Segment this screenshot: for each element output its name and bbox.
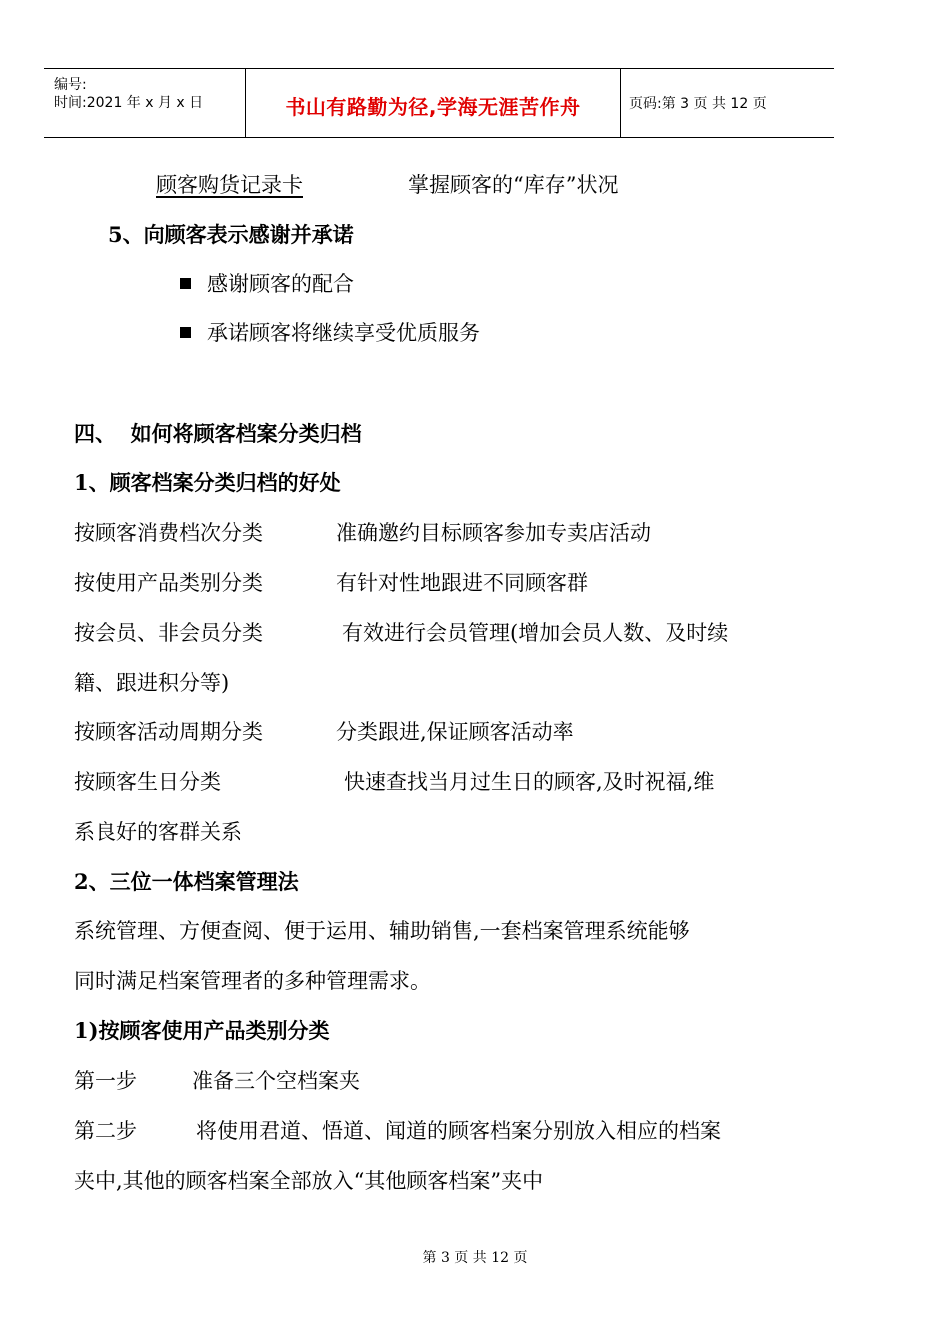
step-2-text: 将使用君道、悟道、闻道的顾客档案分别放入相应的档案 (196, 1119, 721, 1143)
category-row-4-right: 分类跟进,保证顾客活动率 (336, 720, 574, 744)
category-row-5-right: 快速查找当月过生日的顾客,及时祝福,维 (344, 770, 715, 794)
section-4-heading: 四、 如何将顾客档案分类归档 (74, 421, 362, 446)
page-footer: 第 3 页 共 12 页 (422, 1250, 528, 1266)
header-right-cell (621, 69, 834, 137)
bullet-item-1 (180, 269, 354, 299)
paragraph-1-continued: 同时满足档案管理者的多种管理需求。 (74, 969, 431, 993)
card-row-right: 掌握顾客的“库存”状况 (408, 173, 619, 197)
subheading-1: 1、顾客档案分类归档的好处 (74, 470, 341, 495)
step-2 (74, 1116, 721, 1146)
step-2-label: 第二步 (74, 1119, 137, 1143)
category-row-3-continued: 籍、跟进积分等) (74, 671, 230, 695)
category-row-5 (74, 767, 715, 797)
header-motto: 书山有路勤为径,学海无涯苦作舟 (285, 95, 581, 119)
page-header (44, 68, 834, 138)
header-page-number: 页码:第 3 页 共 12 页 (629, 96, 767, 112)
category-row-1-right: 准确邀约目标顾客参加专卖店活动 (336, 521, 651, 545)
category-row-2-right: 有针对性地跟进不同顾客群 (336, 571, 588, 595)
document-time-label: 时间:2021 年 x 月 x 日 (54, 95, 204, 111)
card-row (156, 170, 619, 200)
step-1-label: 第一步 (74, 1069, 137, 1093)
header-middle-cell (246, 69, 621, 137)
card-row-left: 顾客购货记录卡 (156, 173, 303, 197)
category-row-3 (74, 618, 729, 648)
heading-5: 5、向顾客表示感谢并承诺 (108, 222, 354, 247)
category-row-3-left: 按会员、非会员分类 (74, 621, 263, 645)
square-bullet-icon (180, 327, 191, 338)
subheading-2: 2、三位一体档案管理法 (74, 869, 299, 894)
bullet-item-1-text: 感谢顾客的配合 (207, 272, 354, 296)
category-row-5-continued: 系良好的客群关系 (74, 820, 242, 844)
square-bullet-icon (180, 278, 191, 289)
paragraph-1: 系统管理、方便查阅、便于运用、辅助销售,一套档案管理系统能够 (74, 919, 690, 943)
step-1-text: 准备三个空档案夹 (192, 1069, 360, 1093)
subheading-2-1: 1)按顾客使用产品类别分类 (74, 1018, 330, 1043)
category-row-3-right: 有效进行会员管理(增加会员人数、及时续 (342, 621, 729, 645)
bullet-item-2-text: 承诺顾客将继续享受优质服务 (207, 321, 480, 345)
category-row-2-left: 按使用产品类别分类 (74, 571, 263, 595)
bullet-item-2 (180, 318, 480, 348)
step-2-continued: 夹中,其他的顾客档案全部放入“其他顾客档案”夹中 (74, 1169, 544, 1193)
step-1 (74, 1066, 360, 1096)
category-row-1 (74, 518, 651, 548)
category-row-4-left: 按顾客活动周期分类 (74, 720, 263, 744)
category-row-1-left: 按顾客消费档次分类 (74, 521, 263, 545)
category-row-4 (74, 717, 574, 747)
category-row-5-left: 按顾客生日分类 (74, 770, 221, 794)
header-left-cell (44, 69, 246, 137)
document-number-label: 编号: (54, 77, 87, 93)
category-row-2 (74, 568, 588, 598)
